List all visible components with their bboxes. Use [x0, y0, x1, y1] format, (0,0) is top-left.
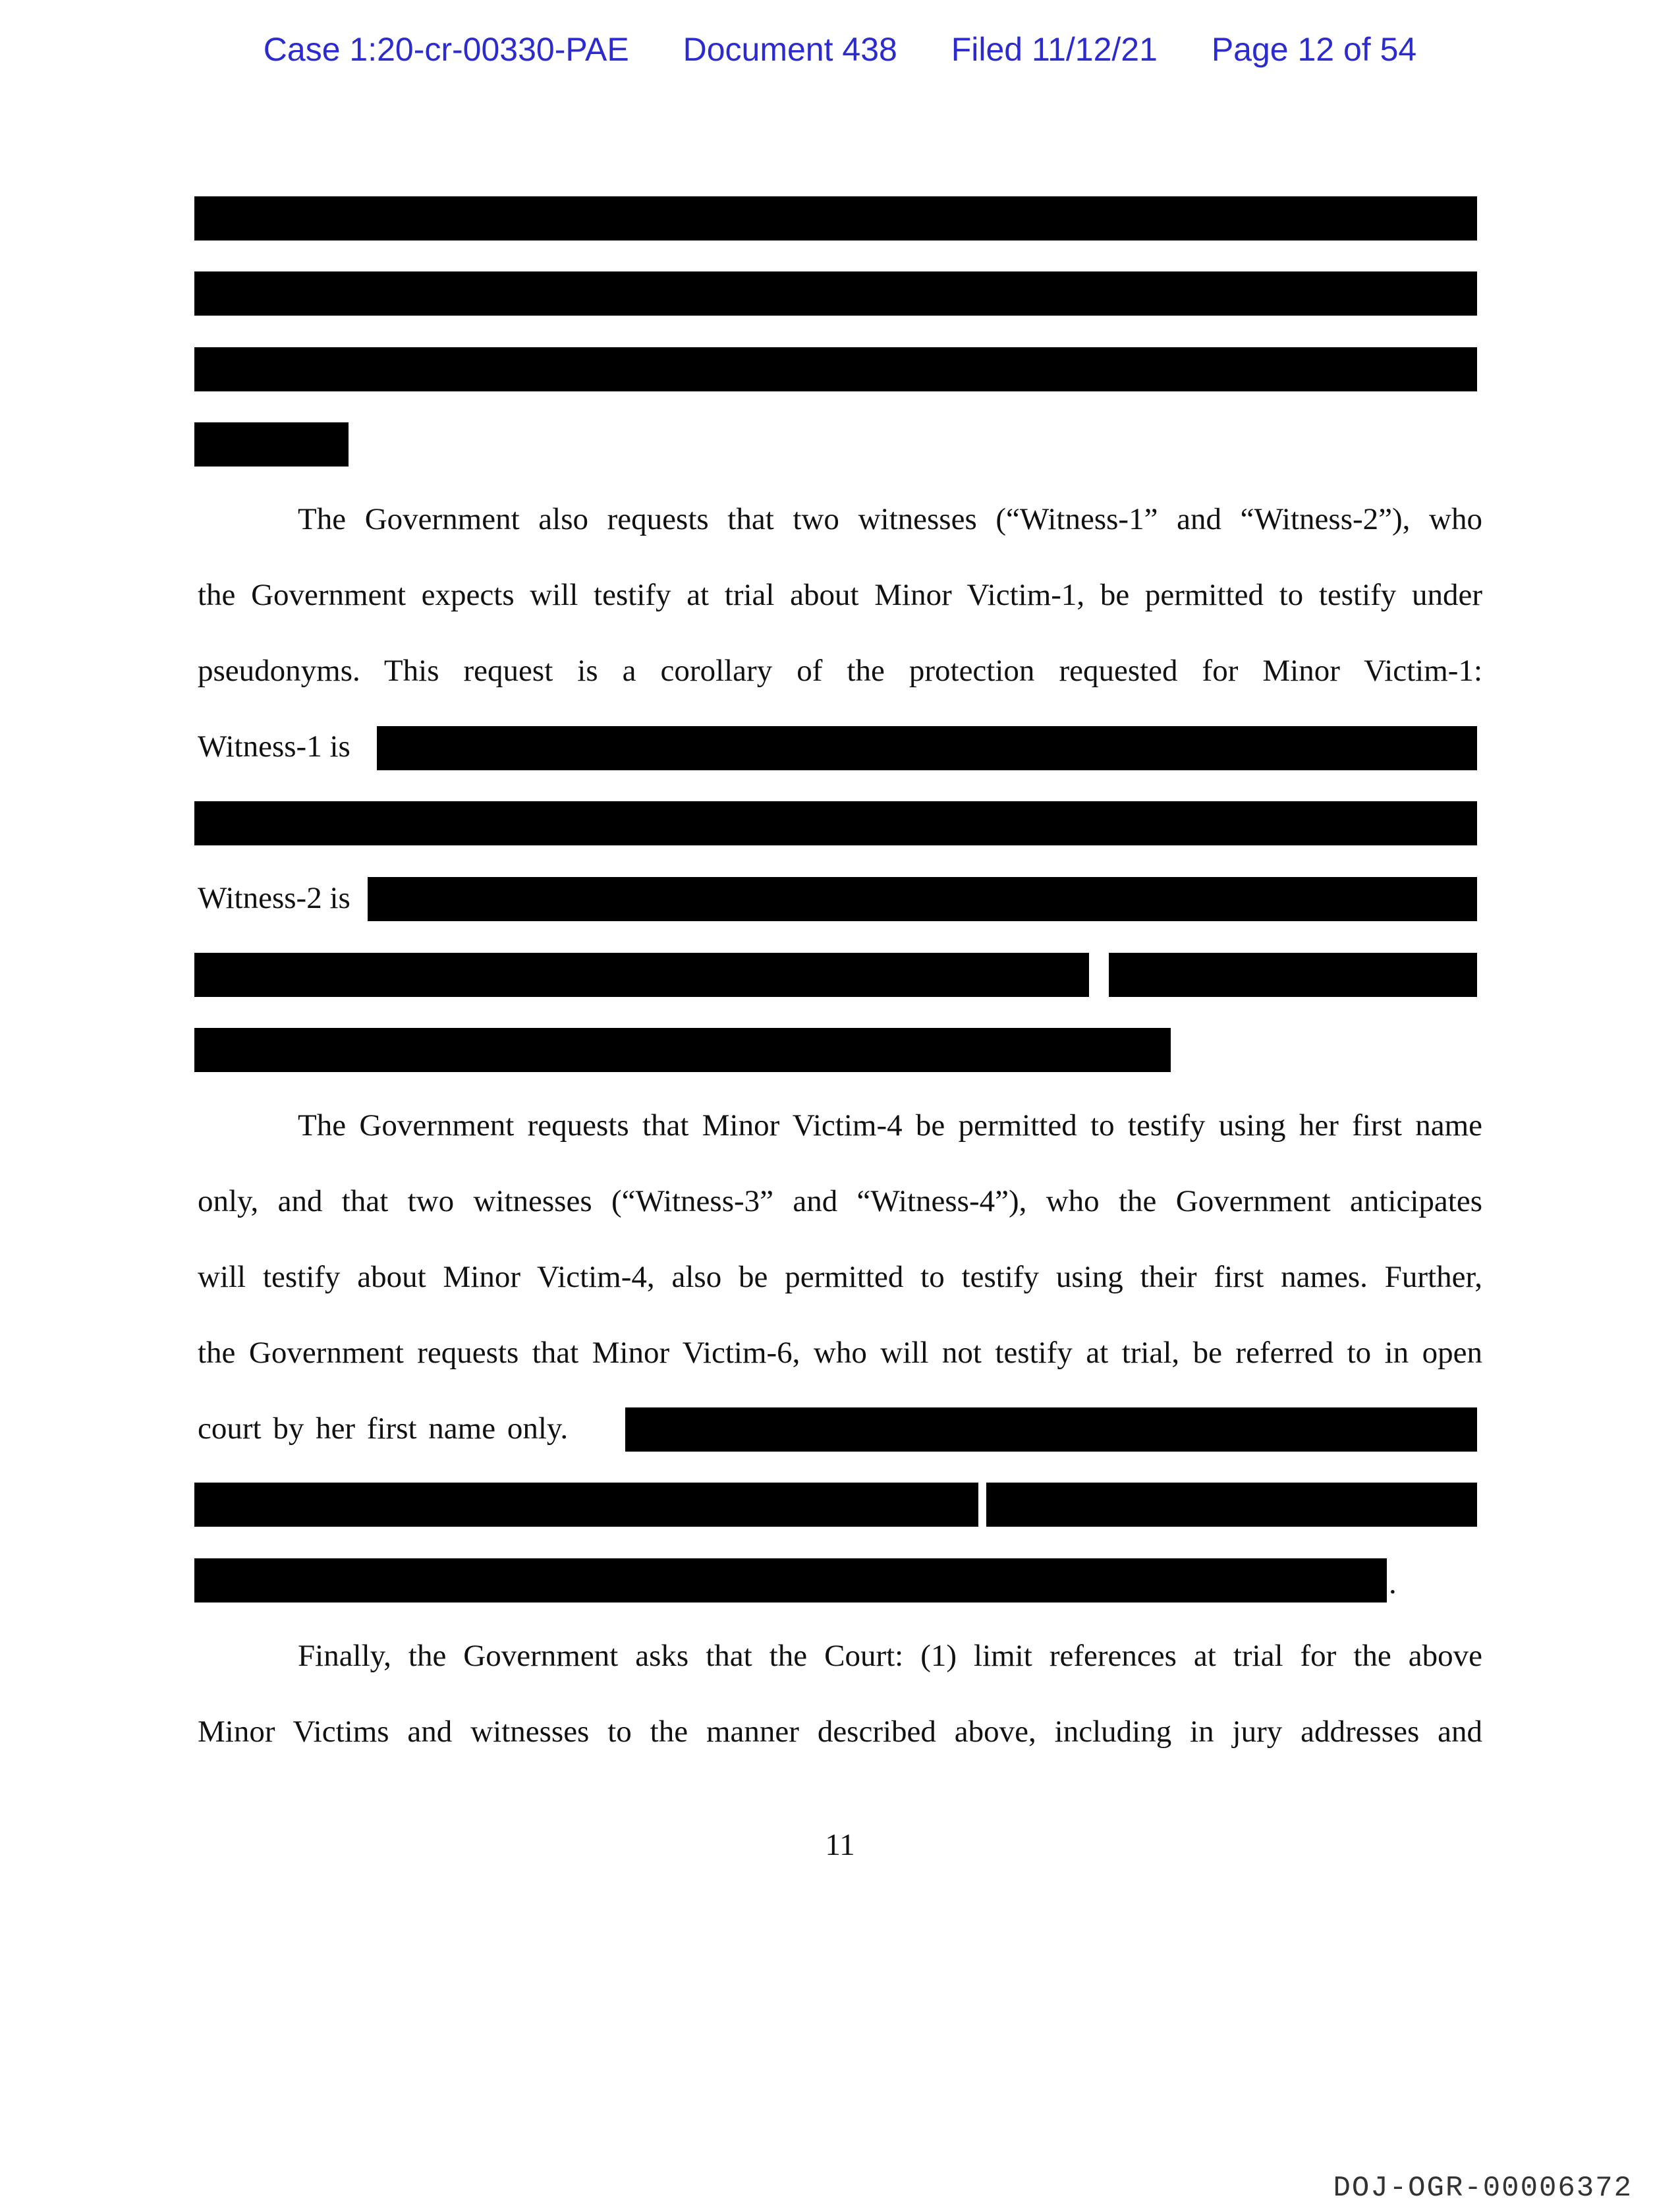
paragraph-line: will testify about Minor Victim-4, also be permitted to testify using their first names. Further,	[198, 1260, 1482, 1294]
redaction-bar	[194, 953, 1089, 997]
redaction-bar	[194, 801, 1477, 845]
paragraph-fragment: court by her first name only.	[198, 1411, 569, 1446]
paragraph-line: the Government requests that Minor Victim-6, who will not testify at trial, be referred to in open	[198, 1336, 1482, 1370]
paragraph-line: pseudonyms. This request is a corollary of the protection requested for Minor Victim-1:	[198, 654, 1482, 688]
paragraph-line: only, and that two witnesses (“Witness-3” and “Witness-4”), who the Government anticipates	[198, 1184, 1482, 1218]
redaction-bar	[194, 1558, 1387, 1602]
paragraph-line: The Government also requests that two witnesses (“Witness-1” and “Witness-2”), who	[298, 502, 1482, 536]
redaction-bar	[194, 196, 1477, 241]
witness-2-label: Witness-2 is	[198, 881, 350, 915]
bates-number: DOJ-OGR-00006372	[1333, 2172, 1633, 2205]
document-number: Document 438	[683, 31, 897, 68]
sentence-period: .	[1389, 1566, 1397, 1601]
redaction-bar	[194, 347, 1477, 391]
redaction-bar	[194, 422, 349, 467]
witness-1-label: Witness-1 is	[198, 729, 350, 764]
filed-date: Filed 11/12/21	[951, 31, 1158, 68]
paragraph-line: Minor Victims and witnesses to the manner described above, including in jury addresses and	[198, 1715, 1482, 1749]
case-header	[0, 30, 1680, 69]
redaction-bar	[194, 271, 1477, 316]
paragraph-line: The Government requests that Minor Victim-4 be permitted to testify using her first name	[298, 1108, 1482, 1143]
redaction-bar	[368, 877, 1477, 921]
redaction-bar	[986, 1483, 1477, 1527]
redaction-bar	[194, 1028, 1171, 1072]
redaction-bar	[1109, 953, 1477, 997]
redaction-bar	[625, 1407, 1477, 1452]
case-number: Case 1:20-cr-00330-PAE	[263, 31, 629, 68]
redaction-bar	[377, 726, 1477, 770]
page-number: 11	[825, 1828, 855, 1862]
redaction-bar	[194, 1483, 978, 1527]
page-indicator: Page 12 of 54	[1211, 31, 1417, 68]
paragraph-line: Finally, the Government asks that the Court: (1) limit references at trial for the above	[298, 1639, 1482, 1673]
paragraph-line: the Government expects will testify at trial about Minor Victim-1, be permitted to testify under	[198, 578, 1482, 612]
